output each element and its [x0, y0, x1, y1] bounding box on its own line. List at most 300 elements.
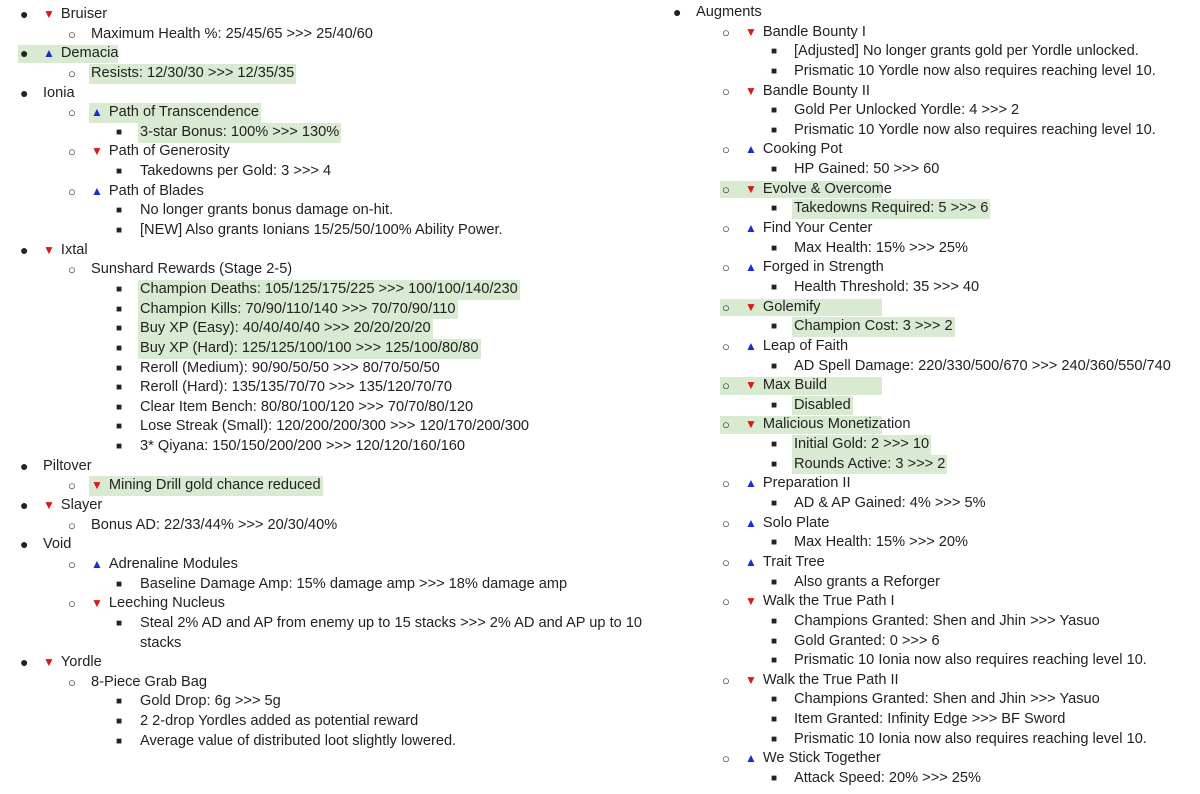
item-label: We Stick Together: [762, 750, 881, 767]
item-label: Cooking Pot: [762, 141, 843, 158]
bullet-icon: ■: [771, 635, 778, 647]
nerf-down-arrow-icon: ▼: [43, 655, 55, 670]
right-list-item-level-3: [655, 317, 1200, 337]
item-label: Also grants a Reforger: [794, 573, 941, 590]
bullet-icon: ●: [20, 497, 29, 514]
item-text: [794, 651, 1147, 671]
right-list-item-level-2: [655, 180, 1200, 200]
item-text: [140, 398, 473, 418]
bullet-icon: ○: [722, 554, 730, 570]
item-text: [43, 535, 71, 555]
bullet-icon: ■: [771, 537, 778, 549]
left-list-item-level-2: [0, 103, 660, 123]
left-list-item-level-2: [0, 673, 660, 693]
item-text: [745, 219, 872, 239]
left-list-item-level-3: [0, 280, 660, 300]
buff-up-arrow-icon: ▲: [745, 515, 757, 530]
item-text: [91, 673, 207, 693]
item-label: Max Build: [762, 377, 827, 394]
item-label: AD & AP Gained: 4% >>> 5%: [794, 495, 986, 512]
left-list-item-level-2: [0, 142, 660, 162]
item-label: Gold Granted: 0 >>> 6: [794, 632, 940, 649]
bullet-icon: ■: [771, 105, 778, 117]
left-list-item-level-3: [0, 437, 660, 457]
bullet-icon: ■: [116, 696, 123, 708]
item-text: [794, 533, 968, 553]
left-list-item-level-3: [0, 378, 660, 398]
item-text: [792, 317, 955, 337]
item-label: Prismatic 10 Yordle now also requires reaching level 10.: [794, 62, 1156, 79]
bullet-icon: ●: [20, 45, 29, 62]
item-text: [140, 162, 331, 182]
left-list-item-level-3: [0, 162, 660, 182]
item-text: [745, 514, 829, 534]
bullet-icon: ○: [722, 221, 730, 237]
bullet-icon: ■: [771, 439, 778, 451]
right-list-item-level-3: [655, 199, 1200, 219]
item-label: Champions Granted: Shen and Jhin >>> Yasuo: [794, 691, 1100, 708]
item-label: Void: [43, 536, 72, 553]
item-label: Steal 2% AD and AP from enemy up to 15 stacks >>> 2% AD and AP up to 10 stacks: [140, 614, 643, 651]
nerf-down-arrow-icon: ▼: [745, 83, 757, 98]
item-label: HP Gained: 50 >>> 60: [794, 161, 940, 178]
item-text: [140, 692, 281, 712]
right-list-item-level-3: [655, 62, 1200, 82]
bullet-icon: ○: [68, 674, 76, 690]
item-label: Gold Drop: 6g >>> 5g: [140, 693, 281, 710]
bullet-icon: ○: [722, 594, 730, 610]
buff-up-arrow-icon: ▲: [745, 142, 757, 157]
item-text: [140, 732, 456, 752]
item-text: [794, 239, 968, 259]
right-list-item-level-3: [655, 357, 1200, 377]
item-text: [140, 614, 670, 653]
left-list-item-level-3: [0, 359, 660, 379]
bullet-icon: ■: [771, 164, 778, 176]
item-label: Prismatic 10 Yordle now also requires reaching level 10.: [794, 121, 1156, 138]
item-text: [745, 553, 825, 573]
item-label: Ixtal: [60, 241, 88, 258]
nerf-down-arrow-icon: ▼: [91, 144, 103, 159]
right-list-item-level-2: [655, 592, 1200, 612]
item-text: [140, 221, 503, 241]
bullet-icon: ■: [771, 498, 778, 510]
left-list-item-level-3: [0, 319, 660, 339]
item-text: [89, 476, 323, 496]
right-list-item-level-3: [655, 455, 1200, 475]
item-text: [745, 258, 884, 278]
item-label: Takedowns per Gold: 3 >>> 4: [140, 163, 332, 180]
left-list-item-level-3: [0, 221, 660, 241]
item-text: [745, 23, 866, 43]
item-text: [43, 653, 102, 673]
item-label: Ionia: [43, 84, 75, 101]
right-list-item-level-3: [655, 396, 1200, 416]
item-text: [745, 180, 892, 200]
bullet-icon: ○: [722, 672, 730, 688]
bullet-icon: ■: [771, 772, 778, 784]
bullet-icon: ■: [771, 203, 778, 215]
item-text: [794, 730, 1147, 750]
buff-up-arrow-icon: ▲: [91, 183, 103, 198]
item-text: [794, 632, 940, 652]
bullet-icon: ○: [68, 556, 76, 572]
left-list-item-level-2: [0, 260, 660, 280]
item-text: [794, 160, 939, 180]
bullet-icon: ■: [116, 735, 123, 747]
right-list-item-level-3: [655, 651, 1200, 671]
right-list-item-level-2: [655, 376, 1200, 396]
item-label: Leap of Faith: [762, 337, 849, 354]
bullet-icon: ●: [20, 536, 29, 553]
item-label: Demacia: [60, 45, 119, 62]
left-list-item-level-3: [0, 575, 660, 595]
bullet-icon: ■: [116, 617, 123, 629]
nerf-down-arrow-icon: ▼: [745, 24, 757, 39]
item-label: Baseline Damage Amp: 15% damage amp >>> 18% damage amp: [140, 575, 568, 592]
bullet-icon: ○: [722, 338, 730, 354]
bullet-icon: ■: [116, 716, 123, 728]
right-list-item-level-2: [655, 82, 1200, 102]
item-label: Piltover: [43, 457, 92, 474]
item-label: Path of Generosity: [108, 143, 230, 160]
item-label: [NEW] Also grants Ionians 15/25/50/100% Ability Power.: [140, 222, 503, 239]
bullet-icon: ●: [20, 241, 29, 258]
left-column: [0, 5, 660, 751]
nerf-down-arrow-icon: ▼: [745, 672, 757, 687]
item-text: [91, 182, 204, 202]
item-text: [140, 201, 393, 221]
item-label: No longer grants bonus damage on-hit.: [140, 202, 394, 219]
right-list-item-level-2: [655, 749, 1200, 769]
right-list-item-level-3: [655, 533, 1200, 553]
item-text: [794, 710, 1065, 730]
bullet-icon: ■: [771, 124, 778, 136]
right-list-item-level-2: [655, 474, 1200, 494]
bullet-icon: ■: [116, 303, 123, 315]
right-list-item-level-2: [655, 23, 1200, 43]
left-list-item-level-3: [0, 417, 660, 437]
bullet-icon: ■: [116, 166, 123, 178]
item-label: Yordle: [60, 654, 102, 671]
bullet-icon: ■: [116, 441, 123, 453]
right-list-item-level-2: [655, 219, 1200, 239]
bullet-icon: ■: [116, 126, 123, 138]
left-list-item-level-3: [0, 339, 660, 359]
left-list-item-level-2: [0, 476, 660, 496]
bullet-icon: ■: [771, 714, 778, 726]
item-text: [792, 435, 931, 455]
buff-up-arrow-icon: ▲: [745, 476, 757, 491]
bullet-icon: ○: [722, 299, 730, 315]
item-label: Find Your Center: [762, 220, 873, 237]
right-list-item-level-3: [655, 690, 1200, 710]
item-text: [792, 199, 990, 219]
item-text: [43, 84, 75, 104]
item-label: Augments: [696, 4, 762, 20]
bullet-icon: ○: [722, 83, 730, 99]
item-text: [140, 417, 529, 437]
bullet-icon: ■: [771, 615, 778, 627]
bullet-icon: ○: [722, 417, 730, 433]
item-label: Item Granted: Infinity Edge >>> BF Sword: [794, 711, 1066, 728]
item-label: Max Health: 15% >>> 20%: [794, 534, 969, 551]
item-text: [745, 140, 842, 160]
item-label: Clear Item Bench: 80/80/100/120 >>> 70/70/80/120: [140, 398, 474, 415]
bullet-icon: ○: [68, 26, 76, 42]
right-list-item-level-3: [655, 278, 1200, 298]
item-text: [138, 339, 481, 359]
bullet-icon: ■: [771, 321, 778, 333]
item-label: Health Threshold: 35 >>> 40: [794, 278, 980, 295]
item-label: Disabled: [794, 396, 851, 413]
buff-up-arrow-icon: ▲: [745, 260, 757, 275]
bullet-icon: ○: [722, 181, 730, 197]
item-label: Buy XP (Easy): 40/40/40/40 >>> 20/20/20/20: [140, 320, 431, 337]
item-text: [745, 749, 881, 769]
item-label: Resists: 12/30/30 >>> 12/35/35: [91, 64, 295, 81]
nerf-down-arrow-icon: ▼: [43, 242, 55, 257]
item-text: [794, 769, 981, 789]
buff-up-arrow-icon: ▲: [745, 751, 757, 766]
bullet-icon: ■: [116, 362, 123, 374]
item-label: Champion Cost: 3 >>> 2: [794, 318, 953, 335]
right-list-item-level-3: [655, 730, 1200, 750]
item-label: Malicious Monetization: [762, 416, 911, 433]
right-list-item-level-2: [655, 258, 1200, 278]
item-label: Mining Drill gold chance reduced: [108, 477, 321, 494]
item-text: [745, 337, 848, 357]
left-list-item-level-1: [0, 457, 660, 477]
item-label: Evolve & Overcome: [762, 180, 892, 197]
item-text: [745, 474, 851, 494]
item-text: [794, 42, 1139, 62]
item-label: Max Health: 15% >>> 25%: [794, 239, 969, 256]
right-list-item-level-3: [655, 494, 1200, 514]
left-list-item-level-3: [0, 614, 660, 653]
item-label: Forged in Strength: [762, 259, 884, 276]
bullet-icon: ■: [116, 342, 123, 354]
left-list-item-level-3: [0, 123, 660, 143]
item-text: [91, 25, 373, 45]
item-label: Path of Blades: [108, 182, 204, 199]
bullet-icon: ○: [68, 517, 76, 533]
item-text: [745, 298, 820, 318]
right-list-item-level-2: [655, 671, 1200, 691]
buff-up-arrow-icon: ▲: [745, 554, 757, 569]
right-column: [655, 3, 1200, 789]
bullet-icon: ■: [116, 421, 123, 433]
left-list-item-level-2: [0, 555, 660, 575]
item-text: [140, 378, 452, 398]
bullet-icon: ○: [68, 144, 76, 160]
nerf-down-arrow-icon: ▼: [745, 417, 757, 432]
right-list-item-level-3: [655, 573, 1200, 593]
item-text: [43, 457, 92, 477]
bullet-icon: ○: [722, 751, 730, 767]
bullet-icon: ■: [771, 242, 778, 254]
item-label: Solo Plate: [762, 514, 830, 531]
left-list-item-level-1: [0, 84, 660, 104]
right-list-item-level-1: [655, 3, 1200, 23]
buff-up-arrow-icon: ▲: [91, 105, 103, 120]
item-label: 2 2-drop Yordles added as potential reward: [140, 713, 419, 730]
left-list-item-level-3: [0, 692, 660, 712]
right-list-item-level-2: [655, 553, 1200, 573]
bullet-icon: ●: [20, 6, 29, 22]
bullet-icon: ●: [20, 84, 29, 101]
right-list-item-level-3: [655, 42, 1200, 62]
bullet-icon: ○: [68, 262, 76, 278]
right-list-item-level-3: [655, 160, 1200, 180]
item-text: [794, 101, 1019, 121]
left-list-item-level-2: [0, 64, 660, 84]
item-label: [Adjusted] No longer grants gold per Yordle unlocked.: [794, 43, 1139, 60]
bullet-icon: ○: [722, 515, 730, 531]
item-text: [138, 123, 341, 143]
item-text: [43, 241, 88, 261]
item-text: [43, 44, 118, 64]
item-text: [745, 376, 827, 396]
bullet-icon: ■: [116, 578, 123, 590]
left-list-item-level-1: [0, 535, 660, 555]
right-list-item-level-3: [655, 239, 1200, 259]
item-label: Attack Speed: 20% >>> 25%: [794, 769, 982, 786]
item-label: Leeching Nucleus: [108, 595, 225, 612]
bullet-icon: ■: [771, 458, 778, 470]
item-label: Bruiser: [60, 6, 108, 22]
left-list-item-level-3: [0, 300, 660, 320]
item-text: [140, 437, 465, 457]
item-label: Adrenaline Modules: [108, 555, 238, 572]
item-text: [745, 415, 911, 435]
item-text: [91, 260, 292, 280]
item-label: Slayer: [60, 497, 103, 514]
bullet-icon: ■: [771, 576, 778, 588]
right-list-item-level-3: [655, 101, 1200, 121]
bullet-icon: ●: [20, 457, 29, 474]
item-text: [794, 494, 986, 514]
bullet-icon: ■: [116, 401, 123, 413]
item-text: [745, 592, 895, 612]
item-text: [91, 516, 337, 536]
bullet-icon: ■: [116, 205, 123, 217]
bullet-icon: ○: [68, 105, 76, 121]
item-label: Prismatic 10 Ionia now also requires reaching level 10.: [794, 652, 1147, 669]
item-label: Bandle Bounty II: [762, 82, 870, 99]
left-list-item-level-2: [0, 594, 660, 614]
item-text: [138, 300, 458, 320]
right-list-item-level-2: [655, 337, 1200, 357]
bullet-icon: ■: [771, 65, 778, 77]
bullet-icon: ■: [116, 283, 123, 295]
buff-up-arrow-icon: ▲: [91, 556, 103, 571]
item-text: [696, 3, 762, 23]
item-text: [794, 121, 1156, 141]
bullet-icon: ■: [116, 382, 123, 394]
left-list-item-level-3: [0, 732, 660, 752]
item-label: Prismatic 10 Ionia now also requires reaching level 10.: [794, 730, 1147, 747]
item-label: Sunshard Rewards (Stage 2-5): [91, 261, 293, 278]
left-list-item-level-1: [0, 44, 660, 64]
item-text: [138, 319, 433, 339]
right-list-item-level-2: [655, 514, 1200, 534]
item-text: [792, 396, 853, 416]
left-list-item-level-1: [0, 5, 660, 25]
right-list-item-level-3: [655, 710, 1200, 730]
bullet-icon: ■: [771, 46, 778, 58]
bullet-icon: ■: [116, 323, 123, 335]
item-text: [140, 712, 418, 732]
item-label: 3* Qiyana: 150/150/200/200 >>> 120/120/160/160: [140, 438, 465, 455]
item-text: [91, 594, 225, 614]
nerf-down-arrow-icon: ▼: [43, 498, 55, 513]
bullet-icon: ●: [673, 4, 682, 20]
nerf-down-arrow-icon: ▼: [745, 378, 757, 393]
right-list-item-level-2: [655, 415, 1200, 435]
bullet-icon: ■: [771, 733, 778, 745]
bullet-icon: ●: [20, 654, 29, 671]
bullet-icon: ○: [722, 476, 730, 492]
left-list-item-level-1: [0, 241, 660, 261]
item-label: Walk the True Path I: [762, 593, 895, 610]
item-label: Bandle Bounty I: [762, 23, 866, 40]
item-label: Takedowns Required: 5 >>> 6: [794, 200, 989, 217]
left-list-item-level-1: [0, 496, 660, 516]
bullet-icon: ○: [68, 596, 76, 612]
bullet-icon: ■: [771, 694, 778, 706]
item-text: [89, 64, 296, 84]
item-text: [794, 278, 979, 298]
left-list-item-level-1: [0, 653, 660, 673]
item-label: 3-star Bonus: 100% >>> 130%: [140, 123, 340, 140]
item-label: Reroll (Medium): 90/90/50/50 >>> 80/70/50/50: [140, 359, 440, 376]
bullet-icon: ○: [722, 260, 730, 276]
right-list-item-level-2: [655, 140, 1200, 160]
nerf-down-arrow-icon: ▼: [91, 596, 103, 611]
item-label: Preparation II: [762, 475, 851, 492]
item-text: [89, 103, 261, 123]
bullet-icon: ■: [771, 360, 778, 372]
item-text: [43, 5, 107, 25]
item-text: [745, 82, 870, 102]
right-list-item-level-3: [655, 632, 1200, 652]
right-list-item-level-3: [655, 121, 1200, 141]
bullet-icon: ○: [722, 142, 730, 158]
right-list-item-level-3: [655, 612, 1200, 632]
left-list-item-level-3: [0, 398, 660, 418]
item-text: [91, 142, 230, 162]
item-label: Buy XP (Hard): 125/125/100/100 >>> 125/100/80/80: [140, 339, 479, 356]
nerf-down-arrow-icon: ▼: [91, 478, 103, 493]
nerf-down-arrow-icon: ▼: [43, 7, 55, 21]
item-label: Walk the True Path II: [762, 671, 899, 688]
item-label: Reroll (Hard): 135/135/70/70 >>> 135/120/70/70: [140, 379, 452, 396]
item-text: [140, 575, 567, 595]
item-label: Golemify: [762, 298, 821, 315]
bullet-icon: ■: [771, 399, 778, 411]
left-list-item-level-2: [0, 182, 660, 202]
buff-up-arrow-icon: ▲: [43, 46, 55, 61]
right-list-item-level-3: [655, 435, 1200, 455]
item-label: Champion Deaths: 105/125/175/225 >>> 100/100/140/230: [140, 280, 518, 297]
nerf-down-arrow-icon: ▼: [745, 299, 757, 314]
item-label: Bonus AD: 22/33/44% >>> 20/30/40%: [91, 516, 338, 533]
bullet-icon: ■: [771, 655, 778, 667]
left-list-item-level-3: [0, 201, 660, 221]
item-label: 8-Piece Grab Bag: [91, 673, 208, 690]
item-text: [140, 359, 440, 379]
